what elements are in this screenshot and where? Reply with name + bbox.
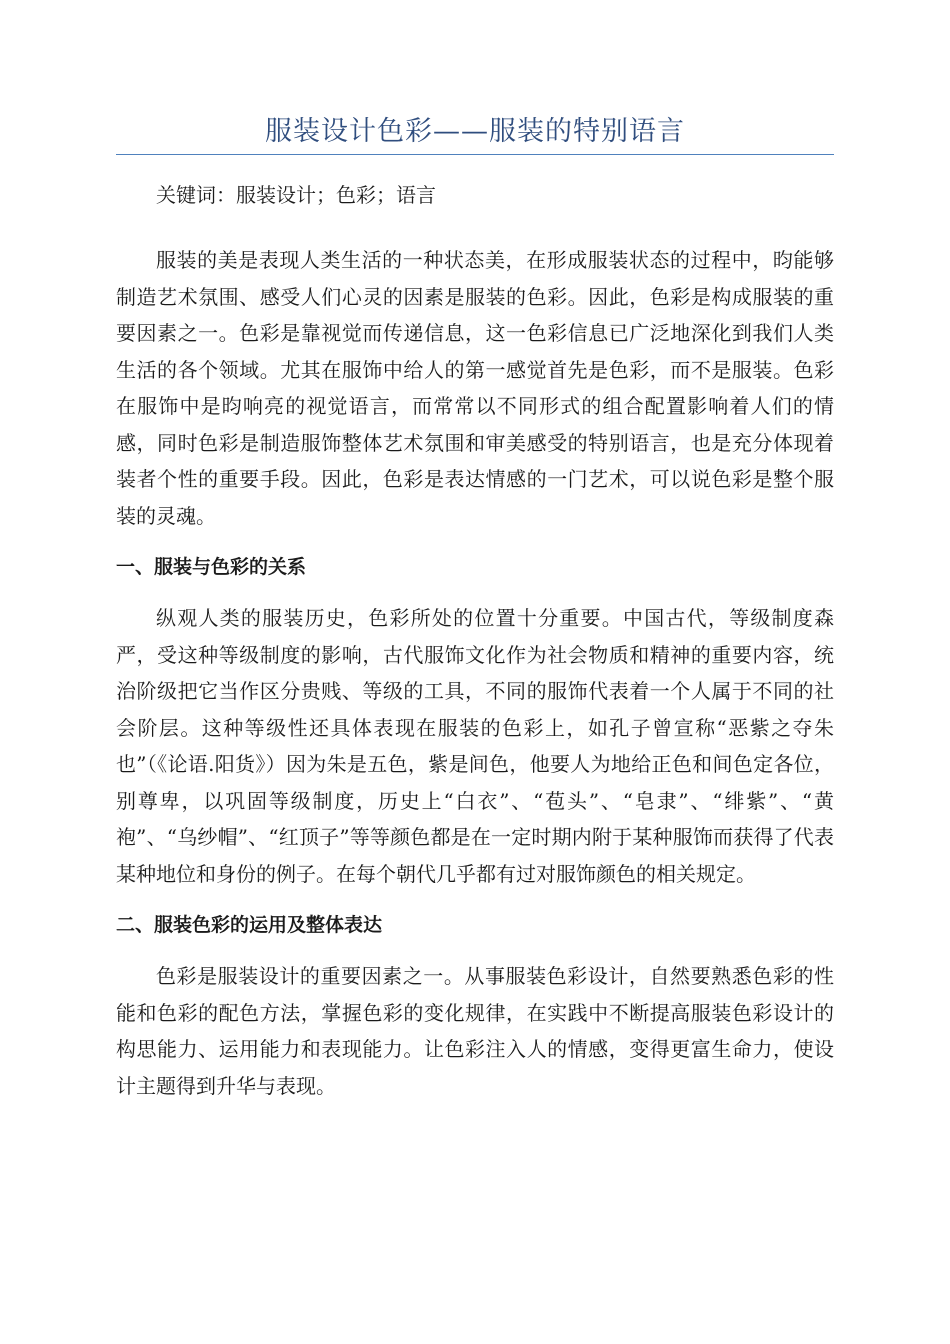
section-2-paragraph: 色彩是服装设计的重要因素之一。从事服装色彩设计，自然要熟悉色彩的性能和色彩的配色方法，掌握色彩的变化规律，在实践中不断提高服装色彩设计的构思能力、运用能力和表现能力。让色彩注入人的情感，变得更富生命力，使设计主题得到升华与表现。 [116,964,834,1098]
section-heading-2: 二、服装色彩的运用及整体表达 [116,914,383,936]
document-page [116,0,834,1104]
intro-paragraph: 服装的美是表现人类生活的一种状态美，在形成服装状态的过程中，昀能够制造艺术氛围、感受人们心灵的因素是服装的色彩。因此，色彩是构成服装的重要因素之一。色彩是靠视觉而传递信息，这一色彩信息已广泛地深化到我们人类生活的各个领域。尤其在服饰中给人的第一感觉首先是色彩，而不是服装。色彩在服饰中是昀响亮的视觉语言，而常常以不同形式的组合配置影响着人们的情感，同时色彩是制造服饰整体艺术氛围和审美感受的特别语言，也是充分体现着装者个性的重要手段。因此，色彩是表达情感的一门艺术，可以说色彩是整个服装的灵魂。 [116,248,834,528]
section-heading-1: 一、服装与色彩的关系 [116,556,307,578]
keywords-line: 关键词：服装设计；色彩；语言 [156,183,436,207]
title-underline [116,154,834,155]
section-1-paragraph: 纵观人类的服装历史，色彩所处的位置十分重要。中国古代，等级制度森严，受这种等级制度的影响，古代服饰文化作为社会物质和精神的重要内容，统治阶级把它当作区分贵贱、等级的工具，不同的服饰代表着一个人属于不同的社会阶层。这种等级性还具体表现在服装的色彩上，如孔子曾宣称“恶紫之夺朱也”（《论语.阳货》）因为朱是五色，紫是间色，他要人为地给正色和间色定各位，别尊卑，以巩固等级制度，历史上“白衣”、“苞头”、“皂隶”、“绯紫”、“黄袍”、“乌纱帽”、“红顶子”等等颜色都是在一定时期内附于某种服饰而获得了代表某种地位和身份的例子。在每个朝代几乎都有过对服饰颜色的相关规定。 [116,606,834,886]
document-title: 服装设计色彩——服装的特别语言 [265,116,685,147]
